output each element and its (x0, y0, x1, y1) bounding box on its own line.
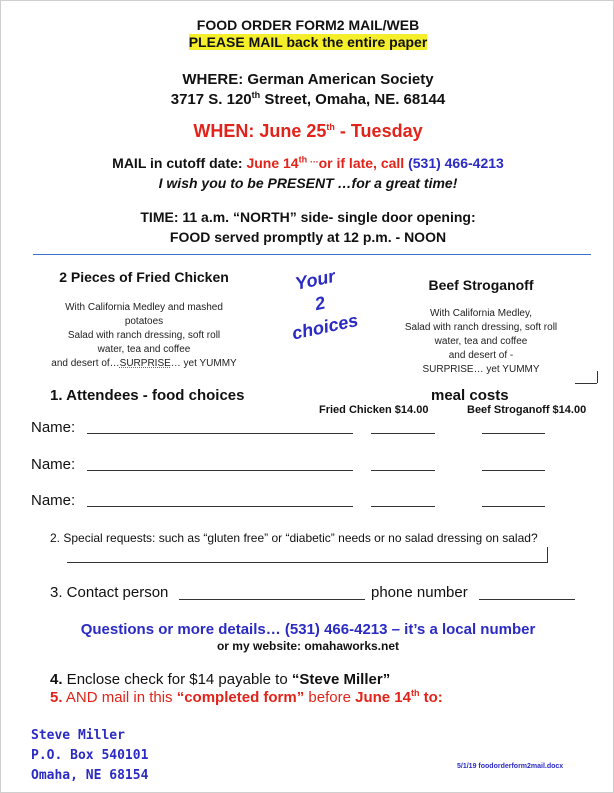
when-pre: WHEN: June 25 (193, 121, 327, 141)
chicken-description (31, 301, 257, 371)
contact-person-field[interactable] (179, 599, 365, 600)
mail-pre: AND mail in this (62, 689, 177, 706)
name-label: Name: (31, 492, 76, 509)
beef-count-field[interactable] (482, 433, 545, 434)
special-requests-field[interactable] (67, 562, 547, 563)
beef-desc-line: SURPRISE… yet YUMMY (422, 364, 540, 375)
name-label: Name: (31, 419, 76, 436)
chicken-desc-line: potatoes (124, 316, 164, 327)
address-line: Steve Miller (31, 728, 125, 743)
completed-form-phrase: “completed form” (176, 689, 305, 706)
your-choices-note (254, 256, 392, 379)
name-label: Name: (31, 456, 76, 473)
address-sup: th (251, 90, 261, 100)
cutoff-line (1, 155, 614, 171)
cutoff-if-late: or if late, call (318, 155, 405, 171)
note-word: 2 (313, 292, 328, 315)
mail-back-notice (1, 34, 614, 50)
beef-desc-line: and desert of - (448, 350, 514, 361)
chicken-desc-line: water, tea and coffee (97, 344, 191, 355)
cutoff-date-pre: June 14 (246, 155, 299, 171)
beef-description (381, 307, 581, 377)
present-line: I wish you to be PRESENT …for a great time! (158, 175, 458, 191)
payee-name: “Steve Miller” (291, 671, 391, 688)
when-post: - Tuesday (334, 121, 423, 141)
when-line (1, 121, 614, 142)
note-word: Your (293, 265, 337, 294)
address-line (1, 91, 614, 108)
contact-person-label: 3. Contact person (50, 584, 169, 601)
questions-line: Questions or more details… (531) 466-4213 – it’s a local number (80, 621, 536, 638)
address-line: Omaha, NE 68154 (31, 768, 149, 783)
mail-back-highlight: PLEASE MAIL back the entire paper (188, 34, 428, 50)
mail-date-sup: th (410, 688, 420, 698)
mail-date (355, 689, 443, 706)
name-field[interactable] (87, 470, 353, 471)
step-number: 5. (50, 689, 63, 706)
special-requests-label: 2. Special requests: such as “gluten free” or “diabetic” needs or no salad dressing on salad? (50, 531, 538, 545)
enclose-text: Enclose check for $14 payable to (62, 671, 292, 688)
cutoff-phone: (531) 466-4213 (408, 155, 504, 171)
form-title: FOOD ORDER FORM2 MAIL/WEB (196, 17, 420, 33)
where-line (1, 71, 614, 88)
website-line: or my website: omahaworks.net (216, 639, 400, 653)
mail-date-pre: June 14 (355, 689, 411, 706)
chicken-title: 2 Pieces of Fried Chicken (59, 269, 229, 285)
beef-column-label: Beef Stroganoff $14.00 (467, 404, 587, 416)
document-reference: 5/1/19 foodorderform2mail.docx (457, 763, 564, 770)
chicken-desc-pre: and desert of… (51, 358, 120, 369)
chicken-desc-last (31, 357, 257, 371)
enclose-line (50, 671, 390, 688)
field-end-mark (547, 547, 548, 563)
chicken-desc-line: Salad with ranch dressing, soft roll (67, 330, 221, 341)
cutoff-date-sup: th … (298, 154, 319, 165)
name-field[interactable] (87, 433, 353, 434)
beef-count-field[interactable] (482, 506, 545, 507)
address-pre: 3717 S. 120 (170, 91, 252, 108)
where-place: German American Society (247, 71, 434, 88)
chicken-count-field[interactable] (371, 433, 435, 434)
note-word: choices (290, 310, 360, 344)
where-label: WHERE: (182, 71, 244, 88)
chicken-desc-line: With California Medley and mashed (65, 302, 223, 313)
attendees-heading: 1. Attendees - food choices (50, 387, 245, 404)
phone-field[interactable] (479, 599, 575, 600)
surprise-word: SURPRISE (119, 358, 171, 369)
beef-desc-line: With California Medley, (429, 308, 533, 319)
mailing-address (31, 726, 148, 786)
chicken-column-label: Fried Chicken $14.00 (319, 404, 429, 416)
step-number: 4. (50, 671, 63, 688)
meal-costs-heading: meal costs (431, 387, 509, 404)
cutoff-date (246, 155, 404, 171)
address-line: P.O. Box 540101 (31, 748, 149, 763)
beef-title: Beef Stroganoff (428, 277, 534, 293)
time-line: TIME: 11 a.m. “NORTH” side- single door opening: (140, 209, 476, 225)
address-post: Street, Omaha, NE. 68144 (260, 91, 446, 108)
beef-count-field[interactable] (482, 470, 545, 471)
chicken-count-field[interactable] (371, 470, 435, 471)
cutoff-label: MAIL in cutoff date: (112, 155, 243, 171)
beef-desc-line: Salad with ranch dressing, soft roll (404, 322, 558, 333)
beef-desc-line: water, tea and coffee (434, 336, 528, 347)
when-sup: th (326, 122, 335, 132)
mail-mid: before (304, 689, 356, 706)
mail-date-post: to: (419, 689, 443, 706)
phone-label: phone number (371, 584, 468, 601)
chicken-count-field[interactable] (371, 506, 435, 507)
blue-rule (33, 254, 591, 255)
box-corner-mark (597, 371, 598, 383)
food-line: FOOD served promptly at 12 p.m. - NOON (169, 229, 447, 245)
mail-line (50, 689, 443, 706)
box-corner-mark (575, 383, 597, 384)
chicken-desc-post: … yet YUMMY (170, 358, 237, 369)
name-field[interactable] (87, 506, 353, 507)
